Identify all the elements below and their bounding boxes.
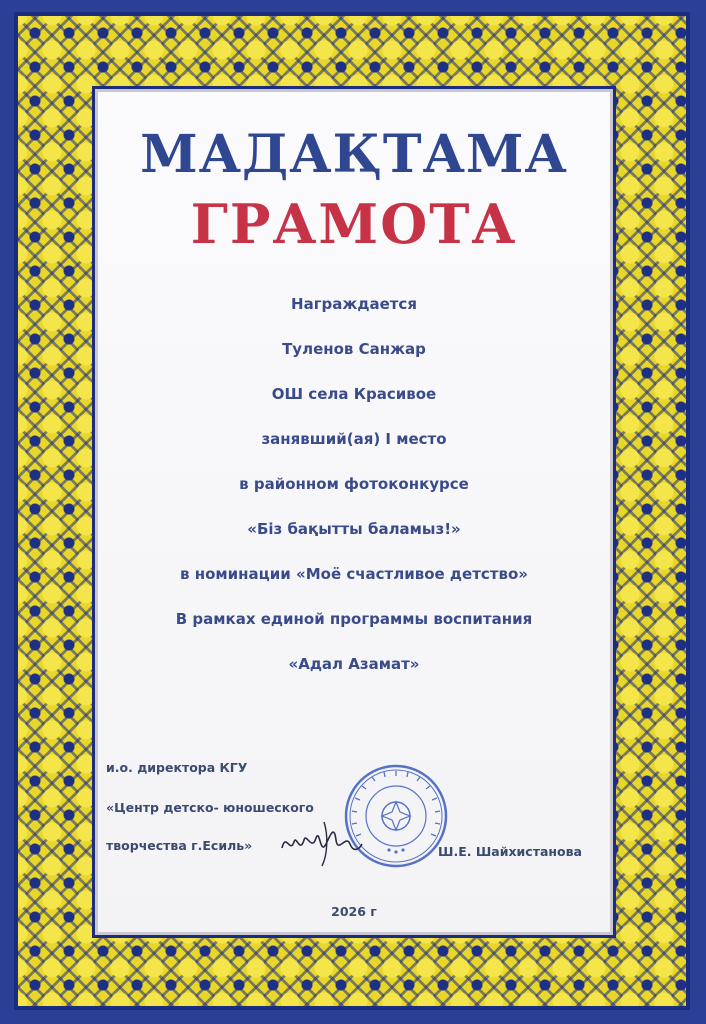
title-kazakh: МАДАҚТАМА (140, 124, 568, 185)
recipient-school: ОШ села Красивое (271, 385, 437, 403)
signatory-org-1: «Центр детско- юношеского (106, 800, 314, 815)
signatory-title: и.о. директора КГУ (106, 760, 248, 775)
handwritten-signature (276, 814, 366, 874)
title-russian: ГРАМОТА (190, 192, 518, 256)
nomination-text: в номинации «Моё счастливое детство» (180, 565, 528, 583)
recipient-name: Туленов Санжар (282, 340, 426, 358)
contest-text: в районном фотоконкурсе (239, 475, 469, 493)
certificate-paper (98, 92, 610, 932)
program-text: В рамках единой программы воспитания (175, 610, 533, 628)
award-text (98, 282, 610, 687)
place-text: занявший(ая) I место (261, 430, 447, 448)
awarded-label: Награждается (291, 295, 417, 313)
signatory-org-2: творчества г.Есиль» (106, 838, 253, 853)
signatory-name: Ш.Е. Шайхистанова (438, 844, 582, 859)
certificate-year: 2026 г (331, 904, 377, 919)
program-name: «Адал Азамат» (288, 655, 420, 673)
contest-name: «Біз бақытты баламыз!» (247, 520, 461, 538)
